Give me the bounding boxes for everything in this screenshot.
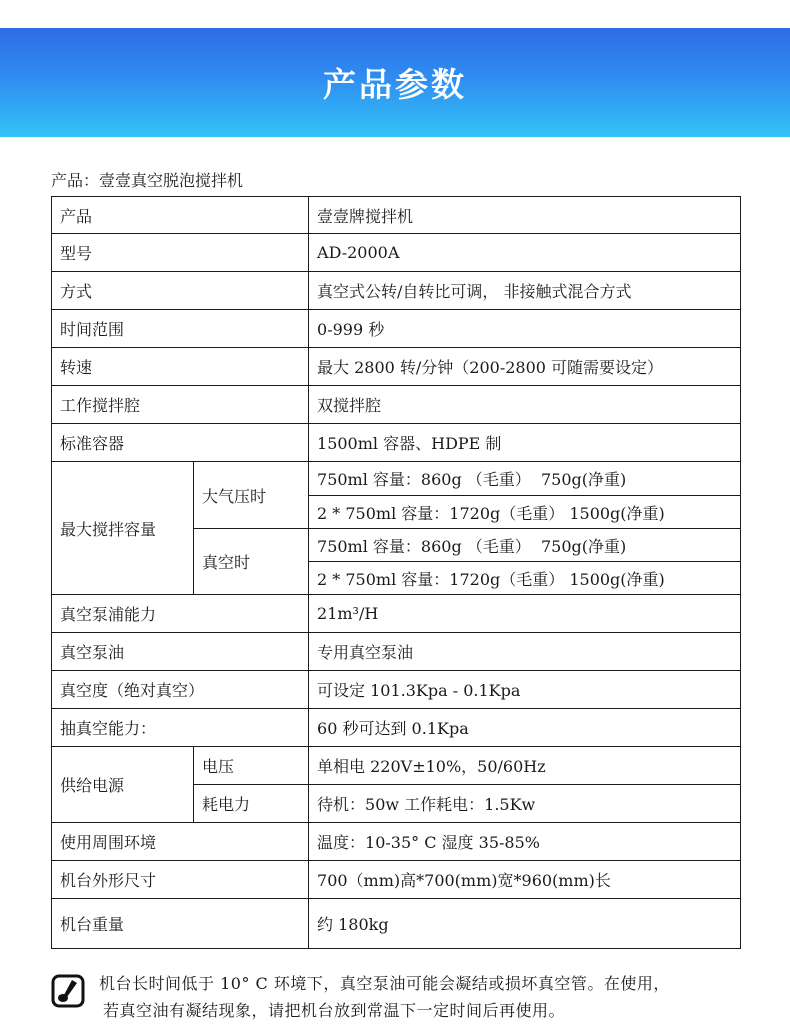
row-value: 温度：10-35° C 湿度 35-85%: [309, 823, 741, 861]
row-value: 可设定 101.3Kpa - 0.1Kpa: [309, 671, 741, 709]
table-row: [52, 861, 741, 899]
consumption-value: 待机：50w 工作耗电：1.5Kw: [309, 785, 741, 823]
table-row: [52, 633, 741, 671]
row-label: 方式: [52, 272, 309, 310]
atmos-label: 大气压时: [194, 462, 309, 529]
note-text: [99, 970, 749, 1024]
row-label: 型号: [52, 234, 309, 272]
table-row: [52, 899, 741, 949]
row-value: 壹壹牌搅拌机: [309, 197, 741, 234]
row-label: 机台重量: [52, 899, 309, 949]
page-title: 产品参数: [323, 65, 467, 104]
table-row: [52, 348, 741, 386]
atmos-value-2: 2 * 750ml 容量：1720g（毛重） 1500g(净重): [309, 496, 741, 529]
table-row: [52, 310, 741, 348]
row-value: 约 180kg: [309, 899, 741, 949]
table-row: [52, 197, 741, 234]
row-value: 双搅拌腔: [309, 386, 741, 424]
row-label: 工作搅拌腔: [52, 386, 309, 424]
row-value: AD-2000A: [309, 234, 741, 272]
table-row: [52, 386, 741, 424]
vacuum-value-2: 2 * 750ml 容量：1720g（毛重） 1500g(净重): [309, 562, 741, 595]
row-value: 最大 2800 转/分钟（200-2800 可随需要设定）: [309, 348, 741, 386]
vacuum-label: 真空时: [194, 529, 309, 595]
voltage-label: 电压: [194, 747, 309, 785]
row-label: 转速: [52, 348, 309, 386]
row-value: 700（mm)高*700(mm)宽*960(mm)长: [309, 861, 741, 899]
row-value: 1500ml 容器、HDPE 制: [309, 424, 741, 462]
row-label: 真空泵油: [52, 633, 309, 671]
max-capacity-label: 最大搅拌容量: [52, 462, 194, 595]
table-row: [52, 709, 741, 747]
row-value: 真空式公转/自转比可调， 非接触式混合方式: [309, 272, 741, 310]
row-label: 使用周围环境: [52, 823, 309, 861]
spec-table: [51, 196, 741, 949]
header-banner: [0, 28, 790, 137]
note-icon: [51, 974, 85, 1008]
row-value: 60 秒可达到 0.1Kpa: [309, 709, 741, 747]
table-row: [52, 671, 741, 709]
note-block: [51, 970, 751, 1026]
power-label: 供给电源: [52, 747, 194, 823]
table-row: [52, 595, 741, 633]
table-row: [52, 462, 741, 496]
note-line-2: 若真空油有凝结现象，请把机台放到常温下一定时间后再使用。: [103, 1001, 566, 1020]
row-label: 标准容器: [52, 424, 309, 462]
row-value: 21m³/H: [309, 595, 741, 633]
row-label: 真空度（绝对真空）: [52, 671, 309, 709]
table-row: [52, 234, 741, 272]
table-row: [52, 823, 741, 861]
atmos-value-1: 750ml 容量：860g （毛重） 750g(净重): [309, 462, 741, 496]
row-label: 抽真空能力：: [52, 709, 309, 747]
row-value: 0-999 秒: [309, 310, 741, 348]
table-row: [52, 424, 741, 462]
consumption-label: 耗电力: [194, 785, 309, 823]
row-label: 机台外形尺寸: [52, 861, 309, 899]
voltage-value: 单相电 220V±10%，50/60Hz: [309, 747, 741, 785]
note-line-1: 机台长时间低于 10° C 环境下，真空泵油可能会凝结或损坏真空管。在使用，: [99, 974, 670, 993]
vacuum-value-1: 750ml 容量：860g （毛重） 750g(净重): [309, 529, 741, 562]
table-row: [52, 272, 741, 310]
row-label: 时间范围: [52, 310, 309, 348]
row-label: 产品: [52, 197, 309, 234]
row-value: 专用真空泵油: [309, 633, 741, 671]
product-caption: 产品：壹壹真空脱泡搅拌机: [51, 171, 244, 190]
row-label: 真空泵浦能力: [52, 595, 309, 633]
table-row: [52, 747, 741, 785]
